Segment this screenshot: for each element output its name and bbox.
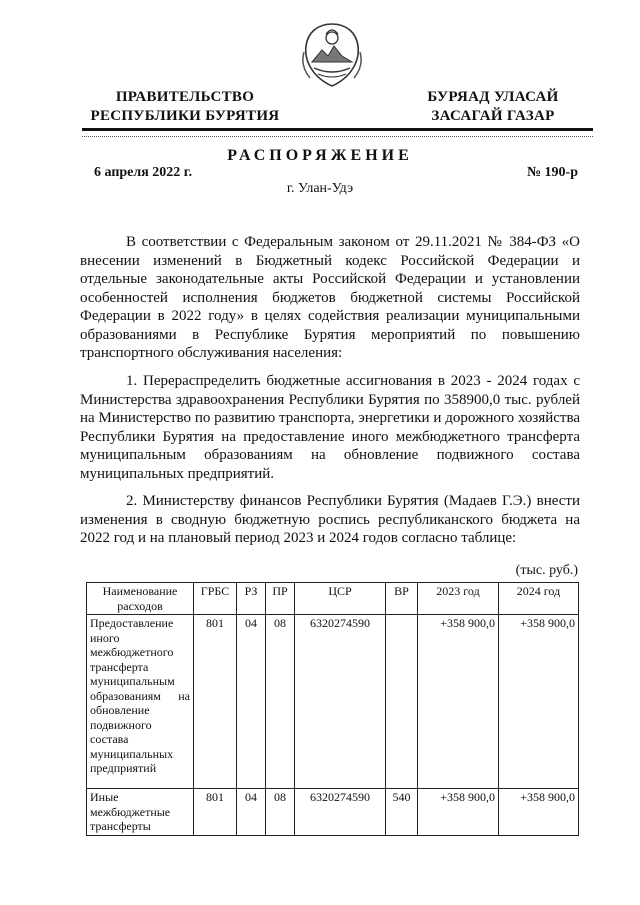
table-unit: (тыс. руб.) — [515, 563, 578, 578]
table-row — [87, 615, 579, 789]
col-header: ГРБС — [194, 583, 237, 615]
col-header: 2023 год — [418, 583, 499, 615]
table-cell: 04 — [237, 789, 266, 836]
table-cell: 08 — [266, 615, 295, 789]
header-left-line1: ПРАВИТЕЛЬСТВО — [115, 89, 255, 105]
table-cell: Иные межбюджетные трансферты — [87, 789, 194, 836]
table-cell: 6320274590 — [295, 789, 386, 836]
header-dotted-divider — [82, 136, 593, 137]
budget-table — [86, 582, 579, 836]
table-cell: 6320274590 — [295, 615, 386, 789]
col-header: ЦСР — [295, 583, 386, 615]
table-cell: +358 900,0 — [499, 615, 579, 789]
col-header: ПР — [266, 583, 295, 615]
header-left-line2: РЕСПУБЛИКИ БУРЯТИЯ — [90, 108, 280, 124]
col-header: ВР — [386, 583, 418, 615]
header-right-line2: ЗАСАГАЙ ГАЗАР — [431, 108, 555, 124]
header-right-line1: БУРЯАД УЛАСАЙ — [427, 89, 559, 105]
item2-paragraph — [80, 492, 580, 548]
coat-of-arms-icon — [300, 22, 364, 90]
table-row — [87, 789, 579, 836]
document-title: РАСПОРЯЖЕНИЕ — [227, 147, 413, 164]
item1-paragraph — [80, 372, 580, 483]
item2-text: 2. Министерству финансов Республики Бурятия (Мадаев Г.Э.) внести изменения в сводную бюджетную роспись республиканского бюджета на 2022 год и на плановый период 2023 и 2024 годов согласно таблице: — [80, 493, 580, 546]
col-header: 2024 год — [499, 583, 579, 615]
document-city: г. Улан-Удэ — [286, 181, 354, 196]
header-left — [80, 88, 290, 126]
document-number: № 190-р — [526, 165, 578, 180]
header-right — [408, 88, 578, 126]
table-cell: 540 — [386, 789, 418, 836]
intro-paragraph — [80, 233, 580, 363]
table-header-row — [87, 583, 579, 615]
document-date: 6 апреля 2022 г. — [94, 165, 193, 180]
col-header: РЗ — [237, 583, 266, 615]
table-cell: 801 — [194, 615, 237, 789]
table-cell: +358 900,0 — [418, 789, 499, 836]
table-cell: 08 — [266, 789, 295, 836]
table-cell: 04 — [237, 615, 266, 789]
table-cell: +358 900,0 — [499, 789, 579, 836]
table-cell — [386, 615, 418, 789]
table-cell: 801 — [194, 789, 237, 836]
table-cell: Предоставление иного межбюджетного трансферта муниципальным образованиям на обновление подвижного состава муниципальных предприятий — [87, 615, 194, 789]
col-header: Наименование расходов — [87, 583, 194, 615]
header-divider — [82, 128, 593, 131]
intro-text: В соответствии с Федеральным законом от 29.11.2021 № 384-ФЗ «О внесении изменений в Бюджетный кодекс Российской Федерации и отдельные законодательные акты Российской Федерации и установлении особенностей исполнения бюджетов бюджетной системы Российской Федерации в 2022 году» в целях содействия реализации муниципальными образованиями в Республике Бурятия мероприятий по повышению транспортного обслуживания населения: — [80, 234, 580, 361]
table-cell: +358 900,0 — [418, 615, 499, 789]
item1-text: 1. Перераспределить бюджетные ассигнования в 2023 - 2024 годах с Министерства здравоохранения Республики Бурятия по 358900,0 тыс. рублей на Министерство по развитию транспорта, энергетики и дорожного хозяйства Республики Бурятия на предоставление иного межбюджетного трансферта муниципальным образованиям на обновление подвижного состава муниципальных предприятий. — [80, 373, 580, 482]
